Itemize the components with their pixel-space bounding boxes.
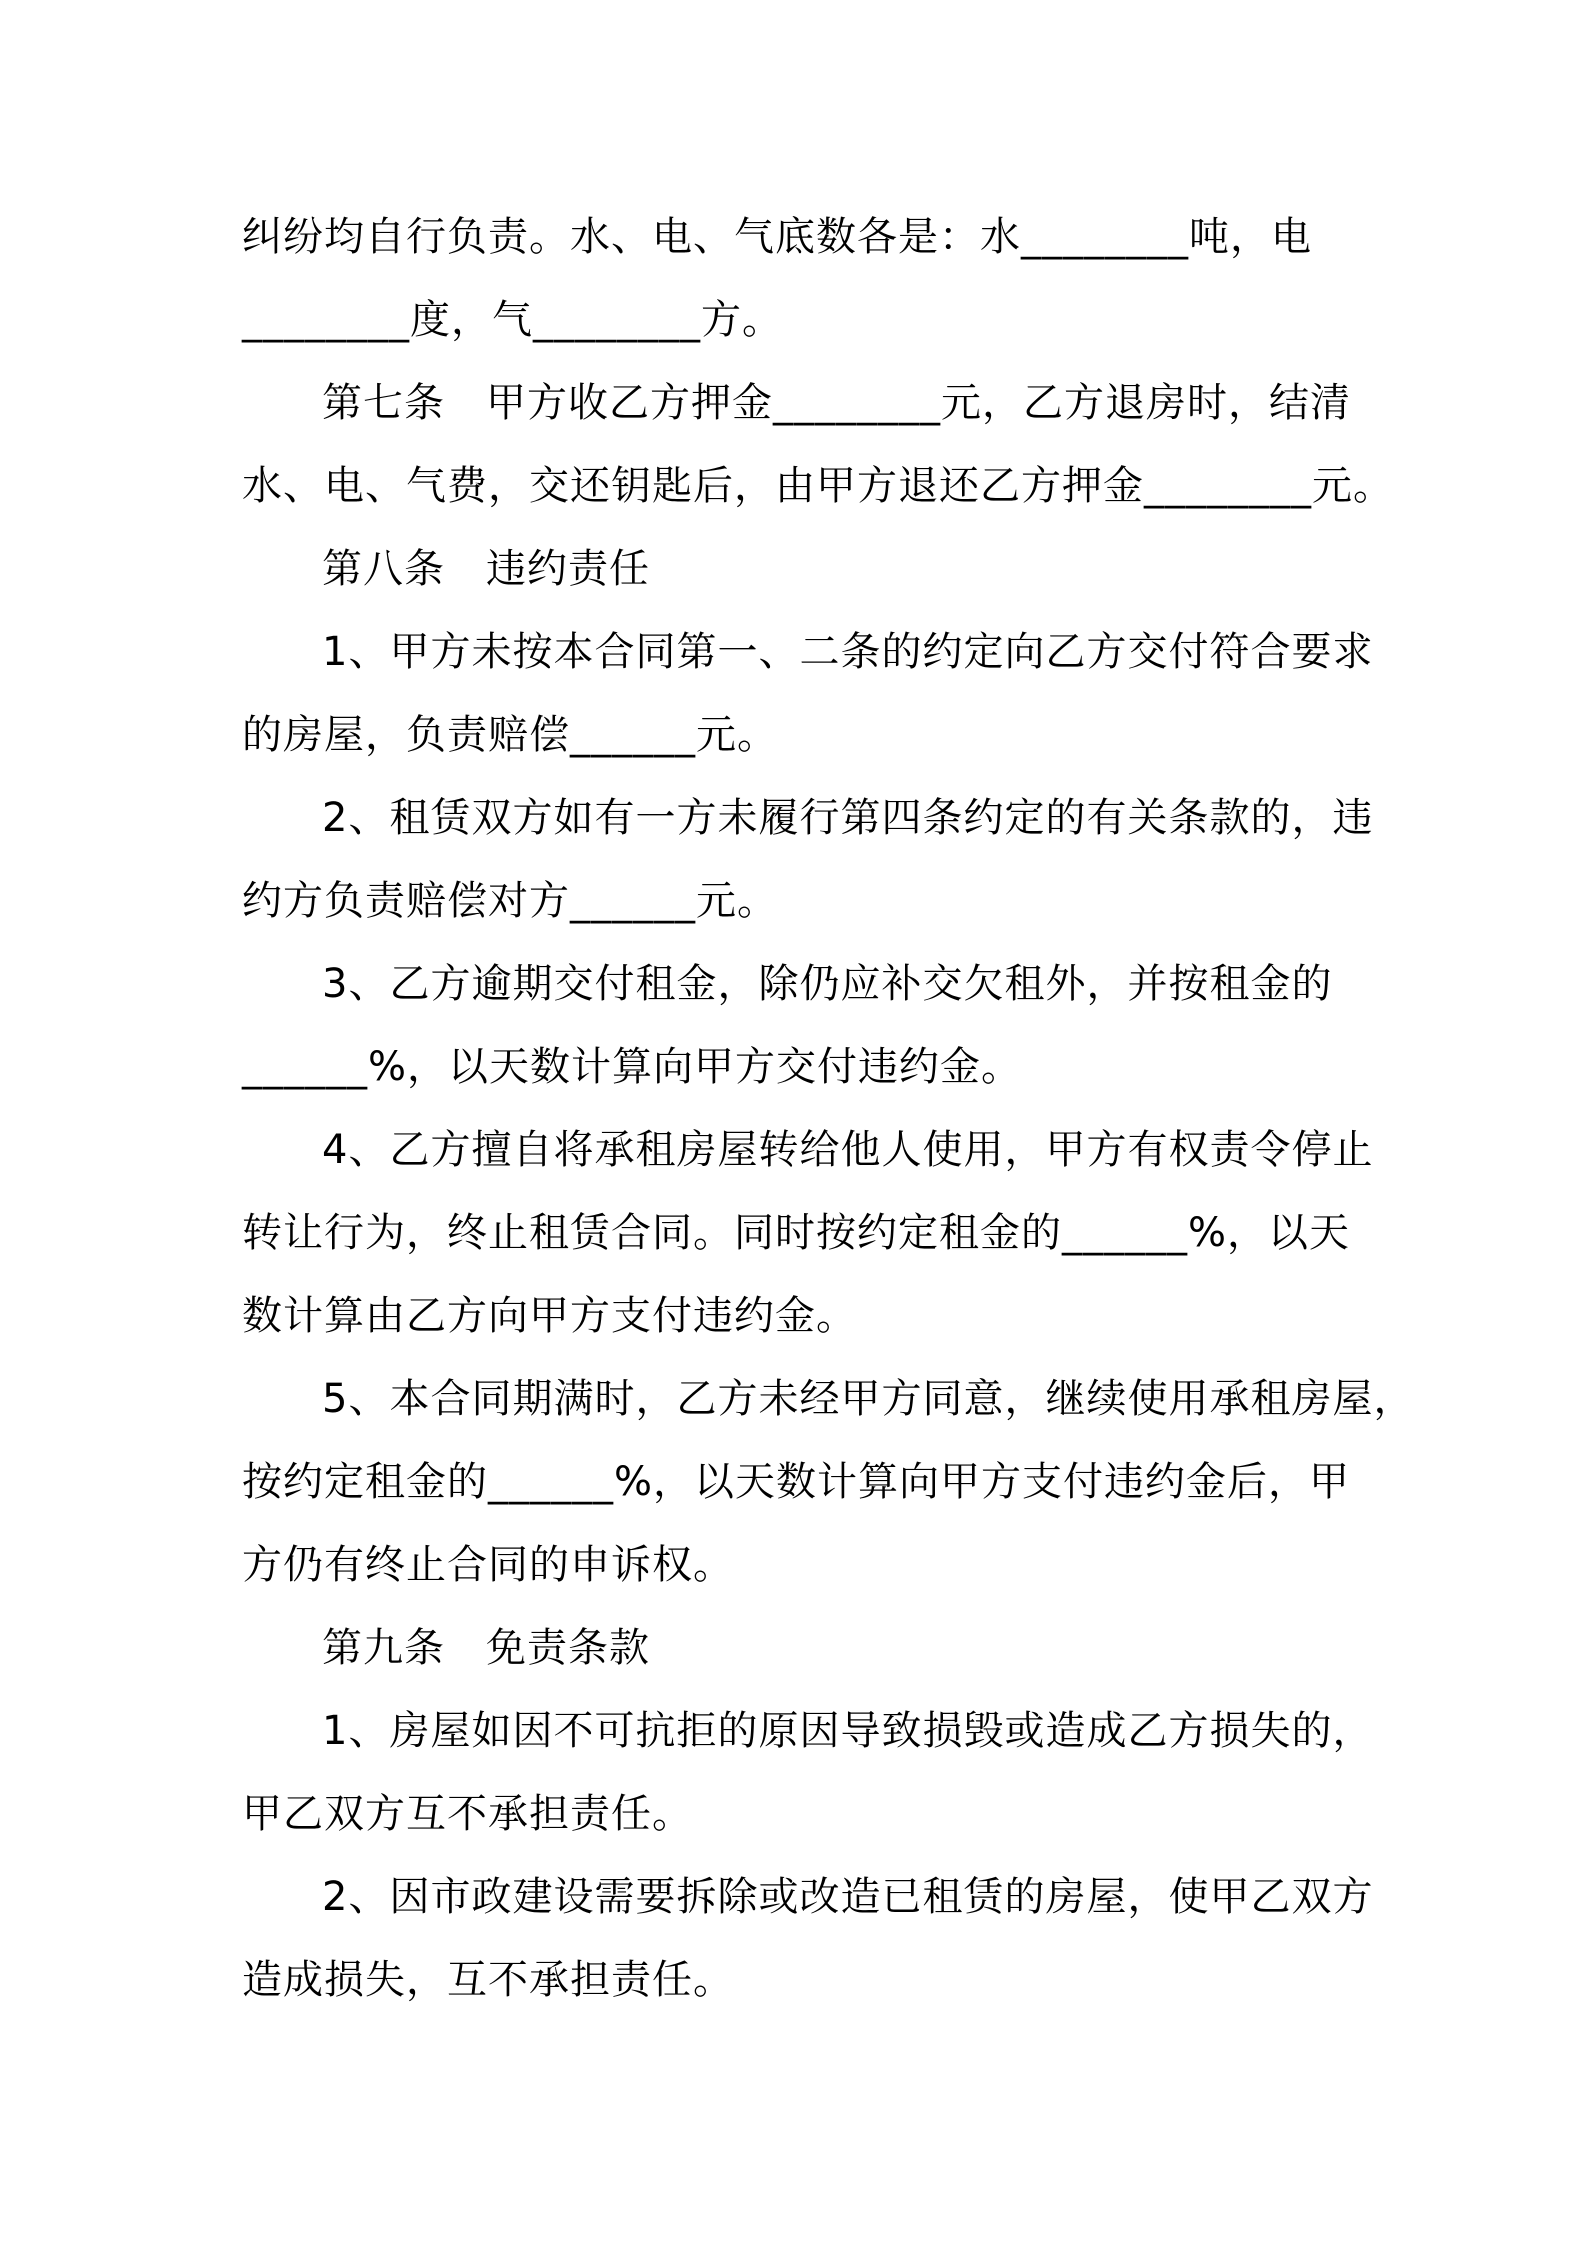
clause-8-5-line-2: 按约定租金的______%，以天数计算向甲方支付违约金后，甲: [242, 1459, 1351, 1505]
clause-9-2-line-1: 2、因市政建设需要拆除或改造已租赁的房屋，使甲乙双方: [322, 1874, 1374, 1920]
clause-9-2-line-2: 造成损失，互不承担责任。: [242, 1957, 734, 2003]
clause-8-5-line-3: 方仍有终止合同的申诉权。: [242, 1542, 734, 1588]
clause-8-3-line-1: 3、乙方逾期交付租金，除仍应补交欠租外，并按租金的: [322, 961, 1333, 1007]
clause-8-2-line-1: 2、租赁双方如有一方未履行第四条约定的有关条款的，违: [322, 795, 1374, 841]
article-9-heading: 第九条 免责条款: [322, 1625, 650, 1671]
clause-9-1-line-2: 甲乙双方互不承担责任。: [242, 1791, 693, 1837]
clause-8-2-line-2: 约方负责赔偿对方______元。: [242, 878, 778, 924]
clause-8-5-line-1: 5、本合同期满时，乙方未经甲方同意，继续使用承租房屋，: [322, 1376, 1415, 1422]
clause-8-4-line-2: 转让行为，终止租赁合同。同时按约定租金的______%，以天: [242, 1210, 1351, 1256]
text-line-1: 纠纷均自行负责。水、电、气底数各是：水________吨，电: [242, 214, 1312, 260]
clause-8-4-line-1: 4、乙方擅自将承租房屋转给他人使用，甲方有权责令停止: [322, 1127, 1374, 1173]
article-7-line-1: 第七条 甲方收乙方押金________元，乙方退房时，结清: [322, 380, 1351, 426]
clause-8-1-line-2: 的房屋，负责赔偿______元。: [242, 712, 778, 758]
clause-8-1-line-1: 1、甲方未按本合同第一、二条的约定向乙方交付符合要求: [322, 629, 1374, 675]
clause-8-3-line-2: ______%，以天数计算向甲方交付违约金。: [242, 1044, 1023, 1090]
article-8-heading: 第八条 违约责任: [322, 546, 650, 592]
article-7-line-2: 水、电、气费，交还钥匙后，由甲方退还乙方押金________元。: [242, 463, 1394, 509]
text-line-2: ________度，气________方。: [242, 297, 783, 343]
document-body: [242, 196, 1415, 2022]
clause-8-4-line-3: 数计算由乙方向甲方支付违约金。: [242, 1293, 857, 1339]
clause-9-1-line-1: 1、房屋如因不可抗拒的原因导致损毁或造成乙方损失的，: [322, 1708, 1374, 1754]
